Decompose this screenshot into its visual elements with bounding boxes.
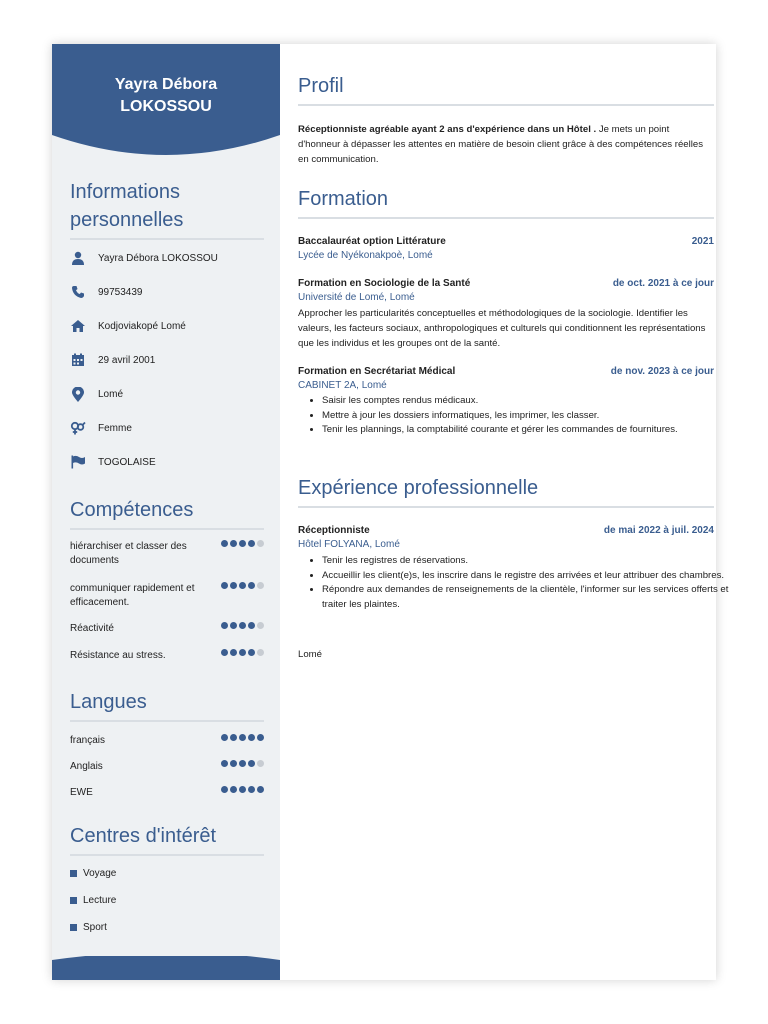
rating-dot bbox=[248, 786, 255, 793]
language-label: Anglais bbox=[70, 761, 103, 772]
entry-date: de nov. 2023 à ce jour bbox=[610, 366, 714, 377]
experience-entry-1 bbox=[298, 524, 714, 552]
rating-dot bbox=[230, 622, 237, 629]
bullet-item: • Saisir les comptes rendus médicaux. bbox=[322, 394, 738, 409]
entry-title: Réceptionniste bbox=[298, 525, 370, 536]
language-label: EWE bbox=[70, 787, 93, 798]
entry-date: de mai 2022 à juil. 2024 bbox=[603, 525, 714, 536]
skill-label: communiquer rapidement et efficacement. bbox=[70, 583, 195, 608]
square-bullet-icon bbox=[70, 897, 77, 904]
rating-dot bbox=[248, 760, 255, 767]
interest-label: Lecture bbox=[83, 895, 117, 906]
language-rating bbox=[221, 734, 264, 741]
square-bullet-icon bbox=[70, 870, 77, 877]
rating-dot bbox=[221, 649, 228, 656]
rating-dot bbox=[230, 786, 237, 793]
skill-rating bbox=[221, 582, 264, 589]
entry-date: de oct. 2021 à ce jour bbox=[612, 278, 714, 289]
skill-row bbox=[70, 540, 264, 568]
entry-title: Formation en Secrétariat Médical bbox=[298, 366, 456, 377]
info-address-text: Kodjoviakopé Lomé bbox=[98, 320, 186, 332]
info-city-text: Lomé bbox=[98, 388, 124, 400]
entry-date: 2021 bbox=[691, 236, 714, 247]
rating-dot bbox=[230, 649, 237, 656]
interests-title: Centres d'intérêt bbox=[70, 822, 264, 856]
language-row bbox=[70, 734, 264, 748]
entry-org: Lycée de Nyékonakpoè, Lomé bbox=[298, 250, 433, 261]
square-bullet-icon bbox=[70, 924, 77, 931]
entry-org: Hôtel FOLYANA, Lomé bbox=[298, 539, 400, 550]
info-birthdate-text: 29 avril 2001 bbox=[98, 354, 156, 366]
rating-dot-empty bbox=[257, 649, 264, 656]
experience-title: Expérience professionnelle bbox=[298, 474, 714, 508]
entry-title: Formation en Sociologie de la Santé bbox=[298, 278, 471, 289]
bullet-item: • Mettre à jour les dossiers informatiques, les imprimer, les classer. bbox=[322, 409, 738, 424]
rating-dot bbox=[239, 540, 246, 547]
bullet-item: • Répondre aux demandes de renseignements de la clientèle, l'informer sur les services offerts et traiter les plaintes. bbox=[322, 583, 738, 612]
interest-item bbox=[70, 922, 107, 933]
flag-icon bbox=[70, 454, 86, 470]
info-row-address bbox=[70, 316, 264, 336]
language-row bbox=[70, 786, 264, 800]
footer-place: Lomé bbox=[298, 649, 322, 660]
gender-icon bbox=[70, 420, 86, 436]
rating-dot bbox=[221, 760, 228, 767]
personal-info-title: Informations personnelles bbox=[70, 178, 264, 240]
language-rating bbox=[221, 760, 264, 767]
rating-dot bbox=[239, 622, 246, 629]
rating-dot bbox=[239, 786, 246, 793]
skill-rating bbox=[221, 649, 264, 656]
info-row-phone bbox=[70, 282, 264, 302]
rating-dot bbox=[230, 760, 237, 767]
profile-lead: Réceptionniste agréable ayant 2 ans d'expérience dans un Hôtel . bbox=[298, 124, 597, 135]
skill-label: hiérarchiser et classer des documents bbox=[70, 541, 187, 566]
calendar-icon bbox=[70, 352, 86, 368]
education-title: Formation bbox=[298, 185, 714, 219]
rating-dot bbox=[248, 582, 255, 589]
entry-org: CABINET 2A, Lomé bbox=[298, 380, 387, 391]
interest-item bbox=[70, 868, 116, 879]
profile-rest: Je mets un point d'honneur à dépasser les attentes en matière de besoin client grâce à des compétences réelles en communication. bbox=[298, 124, 704, 165]
info-row-birthdate bbox=[70, 350, 264, 370]
rating-dot bbox=[239, 649, 246, 656]
languages-title: Langues bbox=[70, 688, 264, 722]
home-icon bbox=[70, 318, 86, 334]
sidebar bbox=[52, 44, 280, 980]
rating-dot bbox=[221, 540, 228, 547]
user-icon bbox=[70, 250, 86, 266]
entry-bullets bbox=[298, 554, 738, 612]
rating-dot bbox=[239, 760, 246, 767]
entry-bullets bbox=[298, 394, 738, 438]
interest-label: Sport bbox=[83, 922, 107, 933]
name-line-2: LOKOSSOU bbox=[120, 98, 212, 115]
rating-dot bbox=[221, 734, 228, 741]
skill-row bbox=[70, 649, 264, 663]
languages-section bbox=[70, 688, 264, 798]
rating-dot-empty bbox=[257, 760, 264, 767]
skill-row bbox=[70, 582, 264, 610]
rating-dot bbox=[239, 582, 246, 589]
language-rating bbox=[221, 786, 264, 793]
info-nationality-text: TOGOLAISE bbox=[98, 456, 156, 468]
entry-title: Baccalauréat option Littérature bbox=[298, 236, 446, 247]
phone-icon bbox=[70, 284, 86, 300]
skill-label: Résistance au stress. bbox=[70, 650, 166, 661]
info-row-city bbox=[70, 384, 264, 404]
rating-dot bbox=[248, 649, 255, 656]
rating-dot bbox=[221, 786, 228, 793]
profile-title: Profil bbox=[298, 72, 714, 106]
rating-dot-empty bbox=[257, 582, 264, 589]
interest-label: Voyage bbox=[83, 868, 117, 879]
language-row bbox=[70, 760, 264, 774]
header-curve bbox=[52, 135, 280, 165]
entry-org: Université de Lomé, Lomé bbox=[298, 292, 415, 303]
rating-dot bbox=[221, 622, 228, 629]
name-header bbox=[52, 44, 280, 164]
skill-label: Réactivité bbox=[70, 623, 114, 634]
rating-dot-empty bbox=[257, 622, 264, 629]
rating-dot bbox=[230, 734, 237, 741]
personal-info-section bbox=[70, 178, 264, 468]
rating-dot bbox=[230, 582, 237, 589]
bullet-item: • Tenir les registres de réservations. bbox=[322, 554, 738, 569]
skill-row bbox=[70, 622, 264, 636]
rating-dot bbox=[257, 786, 264, 793]
skill-rating bbox=[221, 622, 264, 629]
rating-dot-empty bbox=[257, 540, 264, 547]
skill-rating bbox=[221, 540, 264, 547]
rating-dot bbox=[257, 734, 264, 741]
rating-dot bbox=[221, 582, 228, 589]
map-pin-icon bbox=[70, 386, 86, 402]
education-entry-1 bbox=[298, 235, 714, 263]
info-row-gender bbox=[70, 418, 264, 438]
rating-dot bbox=[248, 540, 255, 547]
info-row-name bbox=[70, 248, 264, 268]
footer-curve bbox=[52, 956, 280, 980]
profile-text bbox=[298, 122, 714, 167]
skills-title: Compétences bbox=[70, 496, 264, 530]
info-gender-text: Femme bbox=[98, 422, 132, 434]
candidate-name bbox=[52, 74, 280, 118]
rating-dot bbox=[248, 734, 255, 741]
education-entry-2 bbox=[298, 277, 714, 305]
language-label: français bbox=[70, 735, 106, 746]
entry-description: Approcher les particularités conceptuelles et méthodologiques de la sociologie. Identifier les valeurs, les facteurs sociaux, anthropologiques et culturels qui conditionnent les représentations que les individus et les groupes ont de la santé. bbox=[298, 308, 706, 349]
education-entry-3 bbox=[298, 365, 714, 393]
info-name-text: Yayra Débora LOKOSSOU bbox=[98, 252, 218, 264]
info-row-nationality bbox=[70, 452, 264, 472]
info-phone-text: 99753439 bbox=[98, 286, 143, 298]
skills-section bbox=[70, 496, 264, 661]
bullet-item: • Accueillir les client(e)s, les inscrire dans le registre des arrivées et leur attribuer des chambres. bbox=[322, 569, 738, 584]
name-line-1: Yayra Débora bbox=[114, 76, 218, 93]
interests-section bbox=[70, 822, 264, 933]
rating-dot bbox=[248, 622, 255, 629]
rating-dot bbox=[239, 734, 246, 741]
rating-dot bbox=[230, 540, 237, 547]
interest-item bbox=[70, 895, 116, 906]
bullet-item: • Tenir les plannings, la comptabilité courante et gérer les commandes de fournitures. bbox=[322, 423, 738, 438]
